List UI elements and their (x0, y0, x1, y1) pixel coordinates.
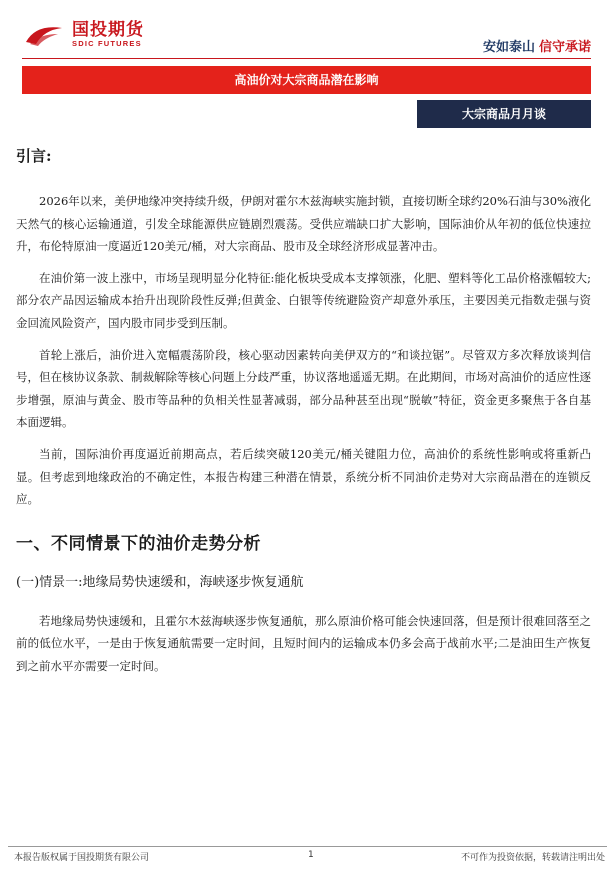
page-number: 1 (308, 850, 314, 860)
slogan-part1: 安如泰山 (482, 40, 535, 55)
section-heading: 一、不同情景下的油价走势分析 (16, 533, 261, 554)
report-title-banner: 高油价对大宗商品潜在影响 (22, 66, 591, 94)
slogan-part2: 信守承诺 (538, 40, 591, 55)
footer-copyright: 本报告版权属于国投期货有限公司 (14, 853, 150, 863)
subsection-paragraph: 若地缘局势快速缓和，且霍尔木兹海峡逐步恢复通航，那么原油价格可能会快速回落，但是预计很难回落至之前的低位水平，一是由于恢复通航需要一定时间，且短时间内的运输成本仍多会高于战前水平;二是油田生产恢复到之前水平亦需要一定时间。 (16, 613, 591, 673)
logo-text-en: SDIC FUTURES (72, 38, 142, 48)
document-body (16, 145, 591, 687)
header-divider (22, 58, 591, 59)
report-series-tag: 大宗商品月月谈 (417, 100, 591, 128)
intro-paragraph-2: 在油价第一波上涨中，市场呈现明显分化特征:能化板块受成本支撑领涨，化肥、塑料等化工品价格涨幅较大;部分农产品因运输成本抬升出现阶段性反弹;但黄金、白银等传统避险资产却意外承压，主要因美元指数走强与资金回流风险资产，国内股市同步受到压制。 (16, 270, 591, 330)
intro-paragraph-4: 当前，国际油价再度逼近前期高点，若后续突破120美元/桶关键阻力位，高油价的系统性影响或将重新凸显。但考虑到地缘政治的不确定性，本报告构建三种潜在情景，系统分析不同油价走势对大宗商品潜在的连锁反应。 (16, 446, 591, 507)
intro-heading: 引言: (16, 147, 52, 165)
footer-disclaimer: 不可作为投资依据，转载请注明出处 (460, 853, 605, 863)
intro-paragraph-1: 2026年以来，美伊地缘冲突持续升级，伊朗对霍尔木兹海峡实施封锁，直接切断全球约20%石油与30%液化天然气的核心运输通道，引发全球能源供应链剧烈震荡。受供应端缺口扩大影响，国际油价从年初的低位快速拉升，布伦特原油一度逼近120美元/桶，对大宗商品、股市及全球经济形成显著冲击。 (16, 194, 591, 254)
company-slogan (483, 36, 591, 55)
sdic-logo-icon (22, 20, 66, 48)
logo-text-cn: 国投期货 (72, 19, 144, 40)
subsection-heading: (一)情景一:地缘局势快速缓和，海峡逐步恢复通航 (16, 574, 304, 590)
company-logo (22, 20, 144, 48)
footer-divider (8, 846, 607, 847)
intro-paragraph-3: 首轮上涨后，油价进入宽幅震荡阶段，核心驱动因素转向美伊双方的“和谈拉锯”。尽管双方多次释放谈判信号，但在核协议条款、制裁解除等核心问题上分歧严重，协议落地遥遥无期。在此期间，市场对高油价的适应性逐步增强，原油与黄金、股市等品种的负相关性显著减弱，部分品种甚至出现“脱敏”特征，资金更多聚焦于各自基本面逻辑。 (16, 347, 591, 430)
